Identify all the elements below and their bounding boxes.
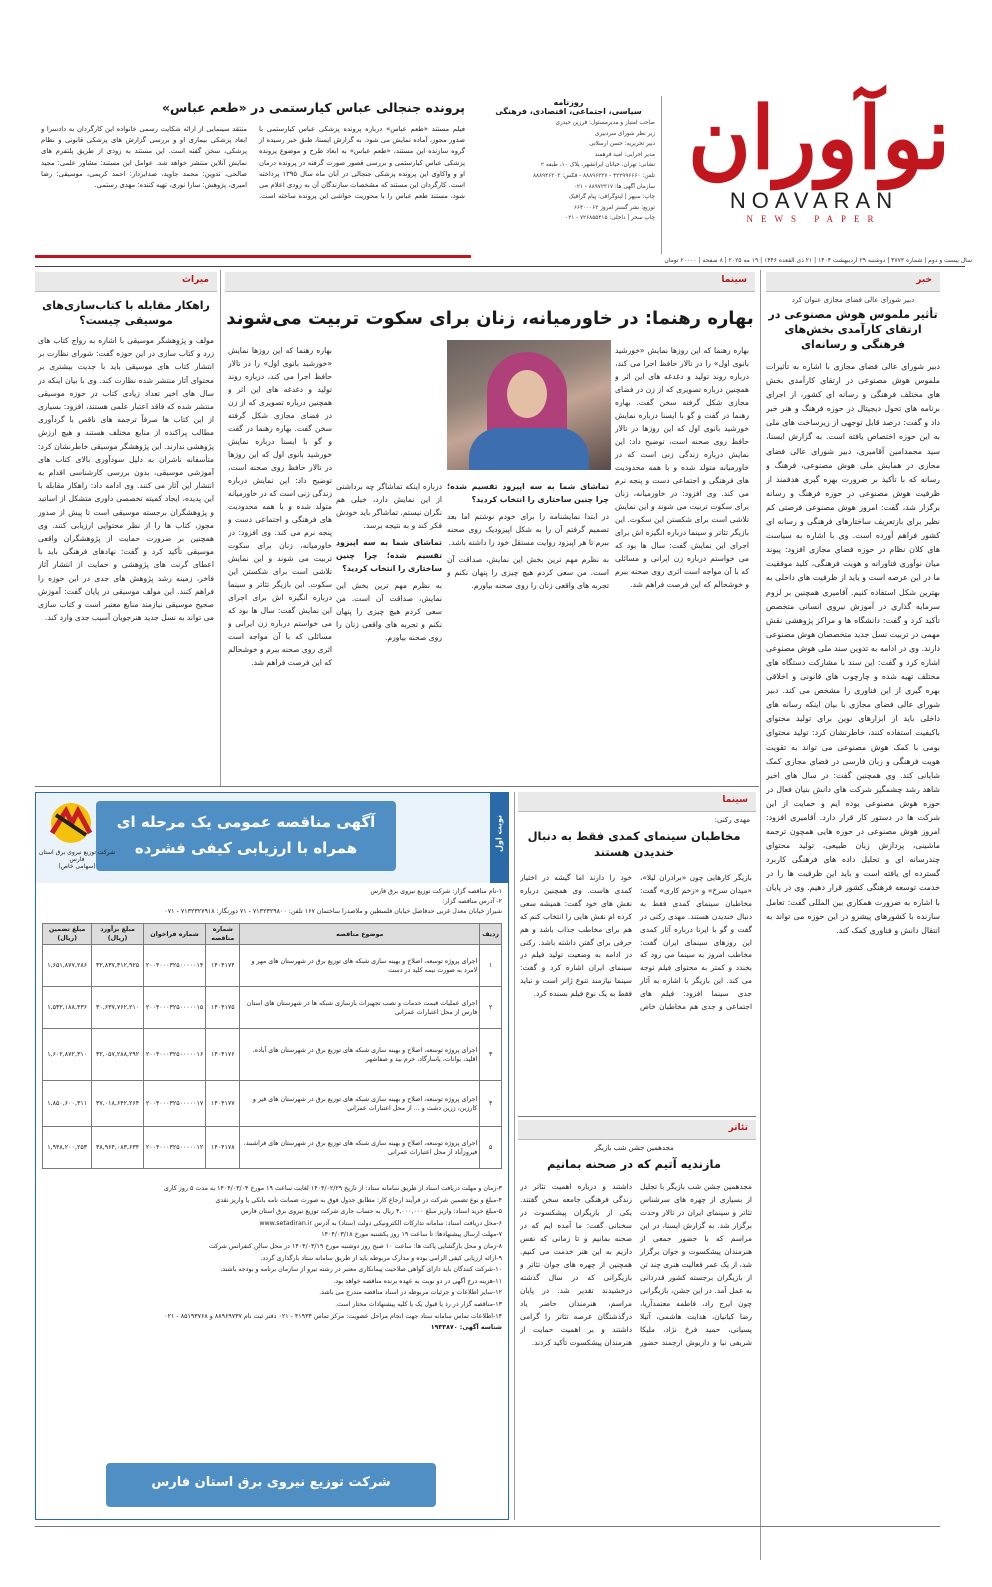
cinema2-divider [518,1116,756,1117]
logo-en: NOAVARAN [729,188,899,213]
cell: ۱,۵۳۲,۱۸۸,۴۳۶ [43,987,92,1029]
ad-badge-text: نوبت اول [494,815,504,852]
photo-body [469,428,589,470]
cell: اجرای پروژه توسعه، اصلاح و بهینه سازی شبکه های توزیع برق در شهرستان های مهر و لامرد به صورت نیمه کلید در دست [240,945,480,987]
cell: ۳۰,۶۳۷,۷۶۲,۲۱۰ [92,987,143,1029]
news-headline: تأثیر ملموس هوش مصنوعی در ارتقای کارآمدی بخش‌های فرهنگی و رسانه‌ای [768,308,938,351]
condition-line: شناسه آگهی: ۱۹۳۳۸۷۰ [430,1324,502,1332]
cell: ۳۸,۹۶۴,۰۸۳,۶۳۴ [92,1127,143,1169]
imprint-line: توزیع: نشر گستر امروز ۶۶۴۰۰۰۶۳ [573,204,655,211]
cell: ۱۴۰۴۱۷۴ [206,945,240,987]
table-row [43,1127,502,1169]
cell: ۱,۸۵۰,۶۰۰,۳۱۱ [43,1081,92,1127]
cell: ۱,۶۰۲,۸۷۲,۳۱۰ [43,1029,92,1081]
theater-kicker: مجدهمین جشن شب بازیگر [594,1144,674,1152]
tender-ad [35,792,509,1520]
col-divider-1 [760,270,761,1560]
masthead [0,0,992,276]
cell: ۵ [480,1127,502,1169]
condition-line: ۱۴-اطلاعات تماس سامانه ستاد جهت انجام مراحل عضویت: مرکز تماس ۴۱۹۳۴ - ۰۲۱ دفتر ثبت نام ۸۸۹۶۹۷۳۷ و ۸۵۱۹۳۷۶۸ - ۰۲۱ [164,1312,502,1320]
cell: ۱۴۰۴۱۷۵ [206,987,240,1029]
ad-header [36,793,508,883]
cell: اجرای پروژه توسعه، اصلاح و بهینه سازی شبکه های توزیع برق در شهرستان های فراشبند، فیروزآباد از محل اعتبارات عمرانی [240,1127,480,1169]
company-logo-name: شرکت توزیع نیروی برق استان فارس [38,849,115,863]
cell: ۱ [480,945,502,987]
company-logo-icon [42,799,100,847]
cell: ۳ [480,1029,502,1081]
masthead-divider [35,266,965,267]
section-label-cinema: سینما [721,275,747,285]
imprint-line: تلفن: ۴۲۲۹۹۶۶۶۰ - ۸۸۸۹۶۳۲۷ - فکس: ۸۸۸۹۴۶۳۰۳ [532,172,655,179]
cinema-question: تماشای شما به سه اپیزود تقسیم شده؛ چرا چنین ساختاری را انتخاب کردید؟ [336,538,442,573]
ad-intro-line: ۲- آدرس مناقصه گزار: [442,898,502,905]
cell: ۲۰۰۴۰۰۰۳۲۵۰۰۰۰۰۱۵ [143,987,206,1029]
table-row [43,1029,502,1081]
ad-intro [42,887,502,917]
photo-face [507,370,547,418]
cell: ۳۲,۸۳۷,۳۱۲,۹۲۵ [92,945,143,987]
tender-table-header [43,924,502,945]
th-estimate: مبلغ برآورد (ریال) [92,924,143,945]
cinema-body-col: بهاره رهنما که این روزها نمایش «خورشید بانوی اول» را در تالار حافظ اجرا می کند، درباره روند تولید و دغدغه های این اثر و همچنین درباره تصویری که از زن در فضای مجازی شکل گرفته سخن گفت. بهاره رهنما در گفت و گو با ایسنا درباره نمایش خورشید بانوی اول که این روزها در تالار حافظ روی صحنه است، توضیح داد: این نمایش درباره زندگی زنی است که در خاورمیانه متولد شده و با همه محدودیت های فرهنگی و اجتماعی دست و پنجه نرم می کند. وی افزود: در خاورمیانه، زنان برای سکوت تربیت می شوند و این نمایش تلاشی است برای شکستن این سکوت. این بازیگر تئاتر و سینما درباره انگیزه اش برای اجرای این نمایش گفت: سال ها بود که می خواستم درباره زن ایرانی و مسائلی که با آن مواجه است اثری روی صحنه ببرم و خوشحالم که این فرصت فراهم شد. [615,346,749,589]
cinema2-kicker: مهدی رکنی: [714,816,750,824]
condition-line: ۵-مبلغ خرید اسناد: واریز مبلغ ۴,۰۰۰,۰۰۰ ریال به حساب جاری شرکت توزیع نیروی برق استان فارس [240,1208,502,1216]
ad-intro-line: شیراز خیابان معدل غربی حدفاصل خیابان فلسطین و ملاصدرا ساختمان ۱۶۷ تلفن: ۷۱۳۲۳۲۹۸۰۰ - ۷۱ دورنگار: ۷۱۳۲۳۲۷۹۱۸ - ۰۷۱ [164,908,502,915]
company-logo-sub: (سهامی خاص) [58,863,96,870]
th-guarantee: مبلغ تضمین (ریال) [43,924,92,945]
condition-line: ۴-مبلغ و نوع تضمین شرکت در فرآیند ارجاع کار: مطابق جدول فوق به صورت ضمانت نامه بانکی یا واریز نقدی [215,1196,502,1204]
ad-title: آگهی مناقصه عمومی یک مرحله ای همراه با ارزیابی کیفی فشرده [116,813,376,857]
imprint-line: سازمان آگهی ها: ۸۸۹۷۲۳۱۷ - ۰۲۱ [573,183,655,190]
cinema-answer: به نظرم مهم ترین بخش این نمایش، صداقت آن است. من سعی کردم هیچ چیزی را پنهان نکنم و تجربه های واقعی زنان را روی صحنه بیاورم. [336,581,442,642]
mirath-body: مولف و پژوهشگر موسیقی با اشاره به رواج کتاب های زرد و کتاب سازی در این حوزه گفت: شورای نظارت بر انتشار کتاب های موسیقی باید با جدیت بیشتری بر محتوای آثار منتشر شده نظارت کند. وی با بیان اینکه در سال های اخیر تعداد زیادی کتاب در حوزه موسیقی منتشر شده که فاقد اعتبار علمی هستند، افزود: بسیاری از این کتاب ها صرفاً ترجمه های ناقص یا گردآوری مطالب پراکنده از منابع مختلف هستند و هیچ ارزش پژوهشی ندارند. این پژوهشگر موسیقی خاطرنشان کرد: متأسفانه ناشران به دلیل سودآوری بالای کتاب های آموزشی موسیقی، بدون بررسی کارشناسی اقدام به انتشار این آثار می کنند. وی ادامه داد: راهکار مقابله با این پدیده، ایجاد کمیته تخصصی داوری متشکل از اساتید و پژوهشگران برجسته موسیقی است تا پیش از صدور مجوز، کتاب ها را از نظر محتوایی ارزیابی کنند. وی همچنین بر ضرورت حمایت از پژوهشگران واقعی موسیقی تأکید کرد و گفت: نهادهای فرهنگی باید با اعطای گرنت های پژوهشی و حمایت از انتشار آثار فاخر، زمینه رشد پژوهش های جدی در این حوزه را فراهم کنند. این مولف موسیقی در پایان گفت: آموزش صحیح موسیقی نیازمند منابع معتبر است و کتاب سازی می تواند به نسل جدید هنرجویان آسیب جدی وارد کند. [38,336,214,623]
cell: ۱۴۰۴۱۷۷ [206,1081,240,1127]
issue-line: سال بیست و دوم | شماره ۴۷۷۳ | دوشنبه ۲۹ اردیبهشت ۱۴۰۴ | ۲۱ ذی القعده ۱۴۴۶ | ۱۹ مه ۲۰۲۵ | ۸ صفحه | ۲۰۰۰۰ تومان [664,257,972,264]
logo-en-sub: NEWS PAPER [746,214,882,224]
cinema-col-3 [336,480,442,780]
cell: ۲۰۰۴۰۰۰۳۲۵۰۰۰۰۰۱۴ [143,945,206,987]
cell: ۱,۹۴۸,۲۰۰,۲۵۳ [43,1127,92,1169]
condition-line: ۳-زمان و مهلت دریافت اسناد از طریق سامانه ستاد: از تاریخ ۱۴۰۴/۰۲/۲۹ لغایت ساعت ۱۹ مورخ ۱۴۰۴/۰۳/۰۴ به مدت ۵ روز کاری [163,1185,502,1192]
imprint-box [476,96,662,254]
th-subject: موضوع مناقصه [240,924,480,945]
imprint-line: صاحب امتیاز و مدیرمسئول: فرزین حیدری [555,120,655,126]
portrait-photo [447,340,611,470]
logo-block [674,88,964,264]
imprint-line: چاپ: سپهر | لیتوگرافی: پیام گرافیک [568,194,655,201]
condition-line: ۸-زمان و محل بازگشایی پاکت ها: ساعت ۱۰ صبح روز دوشنبه مورخ ۱۴۰۴/۰۳/۱۹ در محل سالن کنفرانس شرکت [208,1242,502,1250]
news-body: دبیر شورای عالی فضای مجازی با اشاره به تأثیرات ملموس هوش مصنوعی در ارتقای کارآمدی بخش های مختلف فرهنگی و رسانه ای کشور، از اجرای برنامه های تحول دیجیتال در حوزه فرهنگ و هنر خبر داد و گفت: درصد قابل توجهی از زیرساخت های ملی به این حوزه اختصاص یافته است. به گزارش ایسنا، سید محمدامین آقامیری، دبیر شورای عالی فضای مجازی در همایش ملی هوش مصنوعی، فرهنگ و رسانه که با تأکید بر ضرورت بهره گیری هدفمند از ظرفیت هوش مصنوعی در حوزه فرهنگ و رسانه برگزار شد، گفت: امروز هوش مصنوعی فرصتی کم نظیر برای بازتعریف ساختارهای فرهنگی و رسانه ای کشور فراهم آورده است. وی با اشاره به سیاست های کلان نظام در حوزه فضای مجازی افزود: پیوند میان نوآوری فناورانه و هویت فرهنگی، کلید موفقیت ما در این عرصه است و باید از ظرفیت های داخلی به بهترین شکل استفاده کنیم. آقامیری همچنین بر لزوم سرمایه گذاری در آموزش نیروی انسانی متخصص تأکید کرد و گفت: دانشگاه ها و مراکز پژوهشی نقش مهمی در تربیت نسل جدید متخصصان هوش مصنوعی دارند. وی در ادامه به تدوین سند ملی هوش مصنوعی اشاره کرد و گفت: این سند با مشارکت دستگاه های مختلف تهیه شده و چارچوب های قانونی و اخلاقی بهره گیری از این فناوری را مشخص می کند. دبیر شورای عالی فضای مجازی با بیان اینکه رسانه های داخلی باید از ابزارهای نوین برای تولید محتوای باکیفیت استفاده کنند، خاطرنشان کرد: تولید محتوای بومی با کمک هوش مصنوعی می تواند به تقویت هویت فرهنگی و زبان فارسی در فضای مجازی کمک شایانی کند. وی همچنین گفت: در سال های اخیر شاهد رشد چشمگیر شرکت های دانش بنیان فعال در حوزه هوش مصنوعی بوده ایم و حمایت از این شرکت ها در دستور کار قرار دارد. آقامیری افزود: امروز هوش مصنوعی در حوزه هایی همچون ترجمه ماشینی، پردازش زبان طبیعی، تولید محتوای چندرسانه ای و تحلیل داده های فرهنگی کاربرد گسترده ای یافته است و باید این ظرفیت ها را در خدمت توسعه فرهنگی کشور قرار دهیم. وی در پایان با اشاره به ضرورت همکاری بین المللی گفت: تعامل سازنده با کشورهای پیشرو در این حوزه می تواند به انتقال دانش و فناوری کمک کند. [766,362,940,935]
cell: ۱,۶۵۱,۸۷۷,۲۸۶ [43,945,92,987]
cell: اجرای پروژه توسعه، اصلاح و بهینه سازی شبکه های توزیع برق در شهرستان های قیر و کارزین، زرین دشت و ... از محل اعتبارات عمرانی [240,1081,480,1127]
theater-body: مجدهمین جشن شب بازیگر با تجلیل از بسیاری از چهره های سرشناس تئاتر و سینمای ایران در تالار وحدت برگزار شد. به گزارش ایسنا، در این مراسم که با حضور جمعی از هنرمندان پیشکسوت و جوان برگزار شد، از یک عمر فعالیت هنری چند تن از بازیگران برجسته کشور قدردانی به عمل آمد. در این جشن، بازیگرانی چون ایرج راد، فاطمه معتمدآریا، رضا کیانیان، هدایت هاشمی، آتیلا پسیانی، حمید فرخ نژاد، ملیکا شریفی نیا و داریوش ارجمند حضور داشتند و درباره اهمیت تئاتر در زندگی فرهنگی جامعه سخن گفتند. یکی از بازیگران پیشکسوت در سخنانی گفت: ما آمده ایم که در صحنه بمانیم و تا زمانی که نفس داریم به این هنر خدمت می کنیم. همچنین از چهره های جوان تئاتر و بازیگرانی که در سال گذشته درخشیدند تقدیر شد. در پایان مراسم، هنرمندان حاضر یاد درگذشتگان عرصه تئاتر را گرامی داشتند و بر اهمیت حمایت از هنرمندان پیشکسوت تأکید کردند. [520,1182,752,1347]
table-row [43,987,502,1029]
imprint-line: نشانی: تهران، خیابان ایرانشهر، پلاک ۱۰، طبقه ۲ [540,162,655,169]
page-bottom-rule [35,1526,940,1527]
section-label-mirath: میراث [182,275,209,285]
cell: اجرای پروژه توسعه، اصلاح و بهینه سازی شبکه های توزیع برق در شهرستان های آباده، اقلید، بوانات، پاسارگاد، خرم بید و صفاشهر [240,1029,480,1081]
ad-footer: شرکت توزیع نیروی برق استان فارس [151,1475,391,1490]
ad-conditions [42,1183,502,1453]
condition-line: ۱۱-هزینه درج آگهی در دو نوبت به عهده برنده مناقصه خواهد بود. [333,1277,502,1285]
cell: اجرای عملیات قیمت خدمات و نصب تجهیزات بازسازی شبکه ها در شهرستان های استان فارس از محل اعتبارات عمرانی [240,987,480,1029]
section-label-cinema-2: سینما [722,795,748,805]
paper-type: روزنامه [553,98,584,107]
cinema-qa-col [447,480,609,780]
condition-line: ۱۳-مناقصه گزار در رد یا قبول یک یا کلیه پیشنهادات مختار است. [335,1300,502,1308]
cinema2-body: بازیگر کارهایی چون «برادران لیلا»، «میدان سرخ» و «زخم کاری» گفت: مخاطبان سینمای کمدی فقط به دنبال خندیدن هستند. مهدی رکنی در گفت و گو با ایرنا درباره آثار کمدی این روزهای سینمای ایران گفت: مخاطب امروز به سینما می رود که بخندد و کمتر به محتوای فیلم توجه می کند. این بازیگر با اشاره به آثار جدی سینما افزود: فیلم های اجتماعی و جدی هم مخاطبان خاص خود را دارند اما گیشه در اختیار کمدی هاست. وی همچنین درباره نقش های خود گفت: همیشه سعی کرده ام نقش هایی را انتخاب کنم که هم برای مخاطب جذاب باشد و هم حرفی برای گفتن داشته باشد. رکنی در ادامه به وضعیت تولید فیلم در سینمای ایران اشاره کرد و گفت: سینما نیازمند تنوع ژانر است و نباید فقط به یک نوع فیلم بسنده کرد. [520,873,752,1012]
th-row: ردیف [480,924,502,945]
cinema2-headline: مخاطبان سینمای کمدی فقط به دنبال خندیدن هستند [527,829,741,859]
col-divider-3 [514,792,515,1520]
cinema-answer: به نظرم مهم ترین بخش این نمایش، صداقت آن است. من سعی کردم هیچ چیزی را پنهان نکنم و تجربه های واقعی زنان را روی صحنه بیاورم. [447,555,609,590]
top-story-headline: پرونده جنجالی عباس کیارستمی در «طعم عباس» [161,100,465,115]
cell: ۳۷,۰۱۸,۶۴۲,۲۶۴ [92,1081,143,1127]
cell: ۴ [480,1081,502,1127]
cell: ۲ [480,987,502,1029]
news-column [766,296,940,1560]
section-label-news: خبر [916,275,932,285]
cell: ۱۴۰۴۱۷۶ [206,1029,240,1081]
logo-fa: نوآوران [687,88,951,189]
cinema-answer: در ابتدا نمایشنامه را برای خودم نوشتم اما بعد تصمیم گرفتم آن را به شکل اپیزودیک روی صحنه ببرم تا هر اپیزود روایت مستقل خود را داشته باشد. [447,512,609,547]
cell: ۳۲,۰۵۷,۲۸۸,۲۹۲ [92,1029,143,1081]
imprint-line: دبیر تحریریه: حسن ارسلانی [589,141,655,148]
condition-line: ۱۰-شرکت کنندگان باید دارای گواهی صلاحیت پیمانکاری معتبر در رشته نیرو از سازمان برنامه و بودجه باشند. [220,1266,502,1274]
top-story [35,96,471,258]
condition-line: ۱۲-سایر اطلاعات و جزئیات مربوطه در اسناد مناقصه مندرج می باشد. [319,1289,502,1297]
condition-line: ۶-محل دریافت اسناد: سامانه تدارکات الکترونیکی دولت (ستاد) به آدرس www.setadiran.ir [259,1219,502,1227]
th-call-no: شماره فراخوان [143,924,206,945]
tender-table [42,923,502,1169]
paper-subtitle: سیاسی، اجتماعی، اقتصادی، فرهنگی [495,107,642,116]
ad-intro-line: ۱-نام مناقصه گزار: شرکت توزیع نیروی برق فارس [370,888,502,895]
table-row [43,945,502,987]
table-row [43,1081,502,1127]
th-tender-no: شماره مناقصه [206,924,240,945]
condition-line: ۹-ارائه ارزیابی کیفی الزامی بوده و مدارک مربوطه باید از طریق سامانه ستاد بارگذاری گردد. [260,1254,502,1262]
condition-line: ۷-مهلت ارسال پیشنهادها: تا ساعت ۱۹ روز یکشنبه مورخ ۱۴۰۴/۰۳/۱۸ [321,1231,502,1239]
cell: ۲۰۰۴۰۰۰۳۲۵۰۰۰۰۰۱۷ [143,1081,206,1127]
cinema-answer: درباره اینکه تماشاگر چه برداشتی از این نمایش دارد، خیلی هم نگران نیستم. تماشاگر باید خودش فکر کند و به نتیجه برسد. [336,482,442,530]
section-label-theater: تئاتر [728,1123,748,1133]
news-kicker: دبیر شورای عالی فضای مجازی عنوان کرد [791,296,915,304]
imprint-lines [482,118,655,224]
col-divider-2 [220,270,221,786]
cell: ۲۰۰۴۰۰۰۳۲۵۰۰۰۰۰۱۶ [143,1029,206,1081]
imprint-line: مدیر اجرایی: امید فرهمند [594,151,655,158]
mid-divider [35,786,759,787]
cell: ۲۰۰۴۰۰۰۳۲۵۰۰۰۰۰۱۲ [143,1127,206,1169]
top-story-body: فیلم مستند «طعم عباس» درباره پرونده پزشکی عباس کیارستمی با صدور مجوز، آماده نمایش می شود. به گزارش ایسنا، طبق خبر رسیده از گروه سازنده این مستند، «طعم عباس» به ابعاد طرح و موضوع پرونده پزشکی عباس کیارستمی و بررسی قصور صورت گرفته در پرونده درمان او و واکاوی این پرونده پزشکی جنجالی در آبان ماه سال ۱۳۹۵ پرداخته است. کارگردان این مستند که مشخصات سازندگان آن به زودی اعلام می شود، مستند طعم عباس را با محوریت حواشی این پرونده ساخته است. منتقد سینمایی از ارائه شکایت رسمی خانواده این کارگردان به دادسرا و ابعاد پزشکی بیماری او و بررسی گزارش های پزشکی قانونی و نظام پزشکی، سخن گفته است. این مستند به زودی از طریق پلتفرم های نمایش آنلاین منتشر خواهد شد. عوامل این مستند: مشاور علمی: مجید صالحی، تدوین: محمد جاوید، صدابردار: احمد کریمی، موسیقی: رضا امیری، پژوهش: سارا نوری، تهیه کننده: مهدی رستمی. [41,125,465,201]
cinema-headline: بهاره رهنما: در خاورمیانه، زنان برای سکوت تربیت می‌شوند [226,308,754,329]
mirath-headline: راهکار مقابله با کتاب‌سازی‌های موسیقی چیست؟ [42,299,210,327]
imprint-line: چاپ سحر | داخلی: ۷۲۶۸۵۵۴۱۵ - ۰۲۱ [565,215,655,222]
imprint-line: زیر نظر شورای سردبیری [594,130,655,137]
cinema-question: تماشای شما به سه اپیزود تقسیم شده؛ چرا چنین ساختاری را انتخاب کردید؟ [447,482,609,504]
cell: ۱۴۰۴۱۷۸ [206,1127,240,1169]
theater-headline: مازندیه آتیم که در صحنه بمانیم [547,1157,721,1171]
cinema-answer: بهاره رهنما که این روزها نمایش «خورشید بانوی اول» را در تالار حافظ اجرا می کند، درباره روند تولید و دغدغه های این اثر و همچنین درباره تصویری که از زن در فضای مجازی شکل گرفته سخن گفت. بهاره رهنما در گفت و گو با ایسنا درباره نمایش خورشید بانوی اول که این روزها در تالار حافظ روی صحنه است، توضیح داد: این نمایش درباره زندگی زنی است که در خاورمیانه متولد شده و با همه محدودیت های فرهنگی و اجتماعی دست و پنجه نرم می کند. وی افزود: در خاورمیانه، زنان برای سکوت تربیت می شوند و این نمایش تلاشی است برای شکستن این سکوت. این بازیگر تئاتر و سینما درباره انگیزه اش برای اجرای این نمایش گفت: سال ها بود که می خواستم درباره زن ایرانی و مسائلی که با آن مواجه است اثری روی صحنه ببرم و خوشحالم که این فرصت فراهم شد. [228,346,332,667]
cinema-col-4 [228,344,332,780]
